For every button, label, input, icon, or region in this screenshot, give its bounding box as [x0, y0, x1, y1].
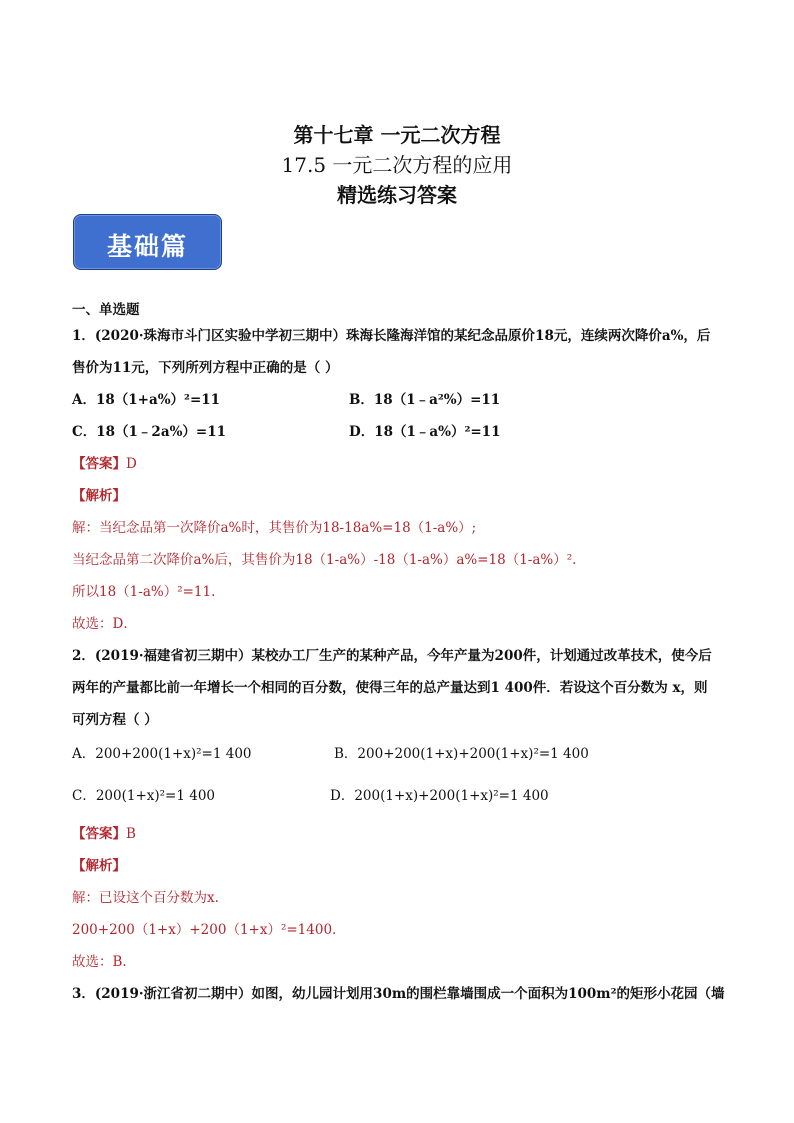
q2-option-c: C．200(1+x)²=1 400: [72, 788, 216, 804]
q3-line1: 3．(2019·浙江省初二期中）如图，幼儿园计划用30m的围栏靠墙围成一个面积为100m²的矩形小花园（墙: [72, 986, 725, 1002]
q1-line2: 售价为11元，下列所列方程中正确的是（ ）: [72, 360, 339, 376]
chapter-title: 第十七章 一元二次方程: [293, 123, 501, 147]
q1-answer: [72, 452, 137, 472]
q2-solution-1: 解：已设这个百分数为x.: [72, 890, 219, 906]
q1-solution-2: 当纪念品第二次降价a%后，其售价为18（1-a%）-18（1-a%）a%=18（1-a%）².: [72, 552, 577, 568]
q1-solution-1: 解：当纪念品第一次降价a%时，其售价为18-18a%=18（1-a%）;: [72, 520, 477, 536]
section-title: 17.5 一元二次方程的应用: [281, 153, 513, 177]
q1-solution-4: 故选：D．: [72, 616, 137, 632]
answer-label: 【答案】: [72, 456, 126, 472]
answer-value: D: [126, 456, 137, 472]
answer-label: 【答案】: [72, 826, 126, 842]
q1-option-c: C．18（1﹣2a%）=11: [72, 424, 226, 440]
q1-option-b: B．18（1﹣a²%）=11: [349, 392, 501, 408]
level-badge-label: 基础篇: [106, 232, 188, 261]
q2-line3: 可列方程（ ）: [72, 712, 158, 728]
q2-solution-3: 故选：B.: [72, 954, 127, 970]
q2-solution-2: 200+200（1+x）+200（1+x）²=1400.: [72, 922, 337, 938]
level-badge: [73, 214, 222, 270]
q2-analysis-label: 【解析】: [72, 858, 126, 874]
answer-value: B: [126, 826, 136, 842]
q1-solution-3: 所以18（1-a%）²=11.: [72, 584, 216, 600]
q1-option-d: D．18（1﹣a%）²=11: [349, 424, 501, 440]
q1-line1: 1．(2020·珠海市斗门区实验中学初三期中）珠海长隆海洋馆的某纪念品原价18元，连续两次降价a%，后: [72, 328, 711, 344]
q2-option-d: D．200(1+x)+200(1+x)²=1 400: [330, 788, 549, 804]
q2-option-b: B．200+200(1+x)+200(1+x)²=1 400: [334, 746, 589, 762]
q2-option-a: A．200+200(1+x)²=1 400: [72, 746, 252, 762]
q2-line1: 2．(2019·福建省初三期中）某校办工厂生产的某种产品，今年产量为200件，计划通过改革技术，使今后: [72, 648, 712, 664]
q1-option-a: A．18（1+a%）²=11: [72, 392, 221, 408]
question-type-heading: 一、单选题: [72, 302, 140, 318]
subtitle: 精选练习答案: [337, 183, 457, 207]
q2-answer: [72, 822, 136, 842]
q1-analysis-label: 【解析】: [72, 488, 126, 504]
q2-line2: 两年的产量都比前一年增长一个相同的百分数，使得三年的总产量达到1 400件．若设这个百分数为 x，则: [72, 680, 708, 696]
title-block: [0, 120, 794, 210]
